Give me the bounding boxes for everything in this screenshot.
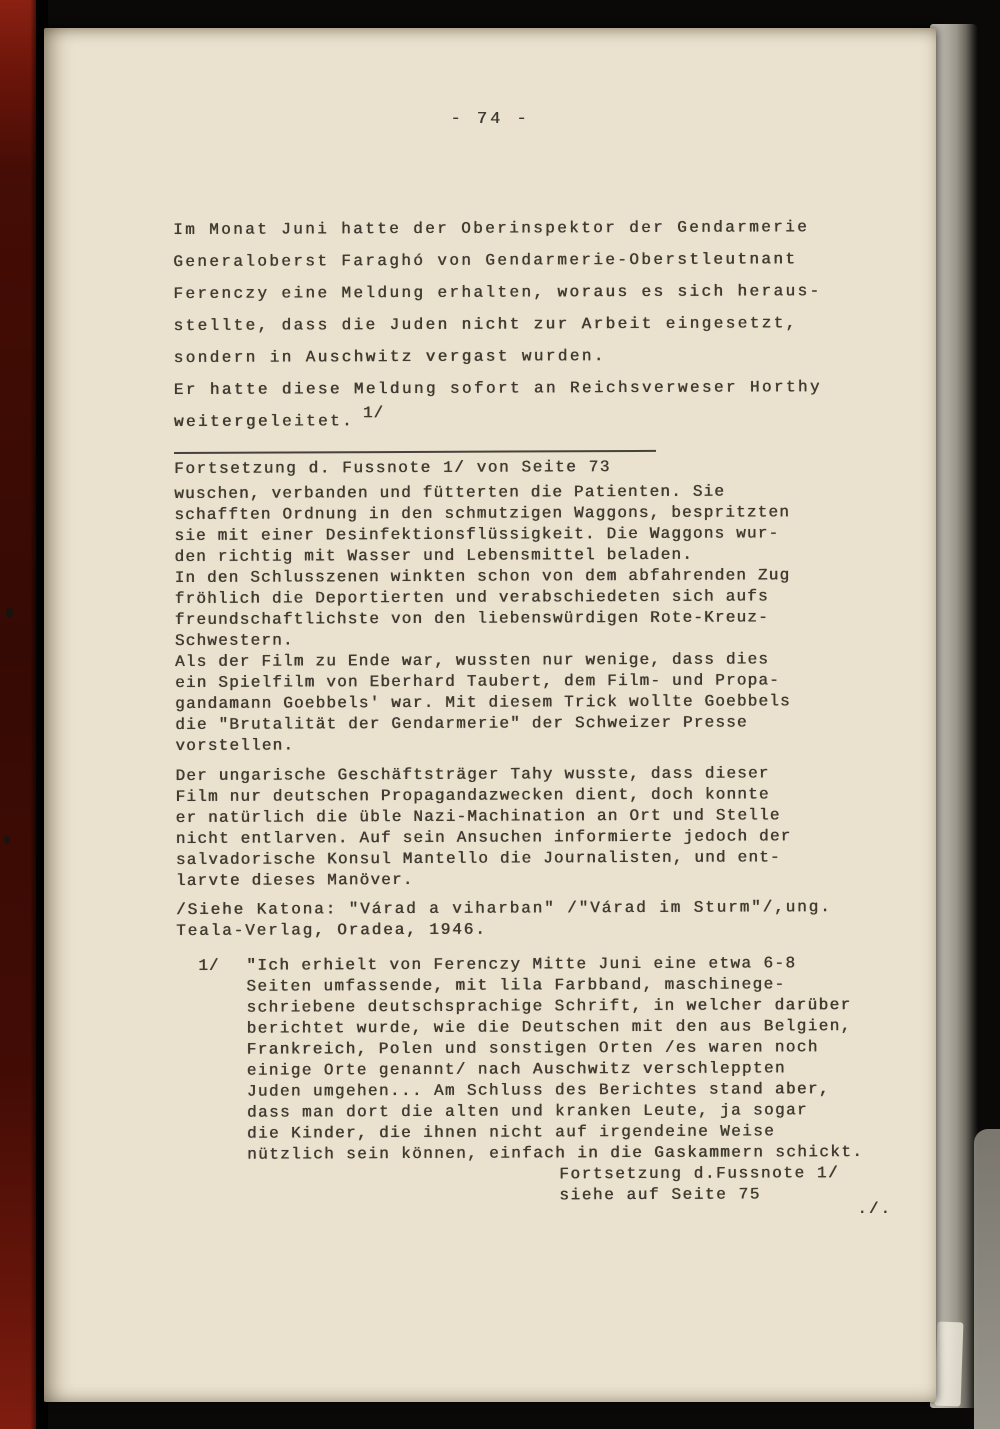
footnote-1-block — [176, 953, 937, 1166]
footnote-continuation-para-1: wuschen, verbanden und fütterten die Patienten. Sie schafften Ordnung in den schmutzigen Waggons, bespritzten sie mit einer Desinfektionsflüssigkeit. Die Waggons wur- den richtig mit Wasser und Lebensmittel beladen. — [174, 482, 791, 566]
page-corner-curl — [974, 1129, 1000, 1429]
text-column — [173, 211, 937, 1208]
main-paragraph-2 — [174, 371, 934, 438]
footnote-1-marker: 1/ — [198, 956, 220, 975]
footnote-reference-superscript: 1/ — [362, 404, 385, 423]
sheet-continuation-marker: ./. — [857, 1200, 892, 1218]
footnote-separator-rule — [174, 450, 656, 454]
footnote-continuation-para-4: Der ungarische Geschäftsträger Tahy wusste, dass dieser Film nur deutschen Propagandazwecken dient, doch konnte er natürlich die üble Nazi-Machination an Ort und Stelle nicht entlarven. Auf sein Ansuchen informierte jedoch der salvadorische Konsul Mantello die Journalisten, und ent- larvte dieses Manöver. — [175, 764, 792, 890]
footnote-continuation-heading: Fortsetzung d. Fussnote 1/ von Seite 73 — [174, 458, 612, 478]
main-paragraph-2-text: Er hatte diese Meldung sofort an Reichsverweser Horthy weitergeleitet. — [173, 378, 822, 431]
scan-speck — [6, 608, 13, 618]
main-paragraph-1: Im Monat Juni hatte der Oberinspektor der Gendarmerie Generaloberst Faraghó von Gendarmerie-Oberstleutnant Ferenczy eine Meldung erhalten, woraus es sich heraus- stellte, dass die Juden nicht zur Arbeit eingesetzt, sondern in Auschwitz vergast wurden. — [173, 218, 822, 367]
footnote-citation: /Siehe Katona: "Várad a viharban" /"Várad im Sturm"/,ung. Teala-Verlag, Oradea, 1946. — [175, 898, 832, 940]
footnote-1-text: "Ich erhielt von Ferenczy Mitte Juni eine etwa 6-8 Seiten umfassende, mit lila Farbband, maschinege- schriebene deutschsprachige Schrift, in welcher darüber berichtet wurde, wie die Deutschen mit den aus Belgien, Frankreich, Polen und sonstigen Orten /es waren noch einige Orte genannt/ nach Auschwitz verschleppten Juden umgehen... Am Schluss des Berichtes stand aber, dass man dort die alten und kranken Leute, ja sogar die Kinder, die ihnen nicht auf irgendeine Weise nützlich sein können, einfach in die Gaskammern schickt. — [246, 954, 864, 1164]
footnote-continuation-para-3: Als der Film zu Ende war, wussten nur wenige, dass dies ein Spielfilm von Eberhard Taubert, dem Film- und Propa- gandamann Goebbels' war. Mit diesem Trick wollte Goebbels die "Brutalität der Gendarmerie" der Schweizer Presse vorstellen. — [174, 650, 791, 755]
scan-speck — [4, 836, 10, 844]
footnote-forward-note: Fortsetzung d.Fussnote 1/ siehe auf Seite 75 — [559, 1164, 840, 1205]
footnote-continuation-para-2: In den Schlusszenen winkten schon von dem abfahrenden Zug fröhlich die Deportierten und verabschiedeten sich aufs freundschaftlichste von den liebenswürdigen Rote-Kreuz- Schwestern. — [174, 566, 791, 650]
page-sheet — [44, 28, 936, 1402]
page-number: - 74 - — [450, 110, 530, 129]
page-edge-sliver — [935, 1322, 964, 1407]
